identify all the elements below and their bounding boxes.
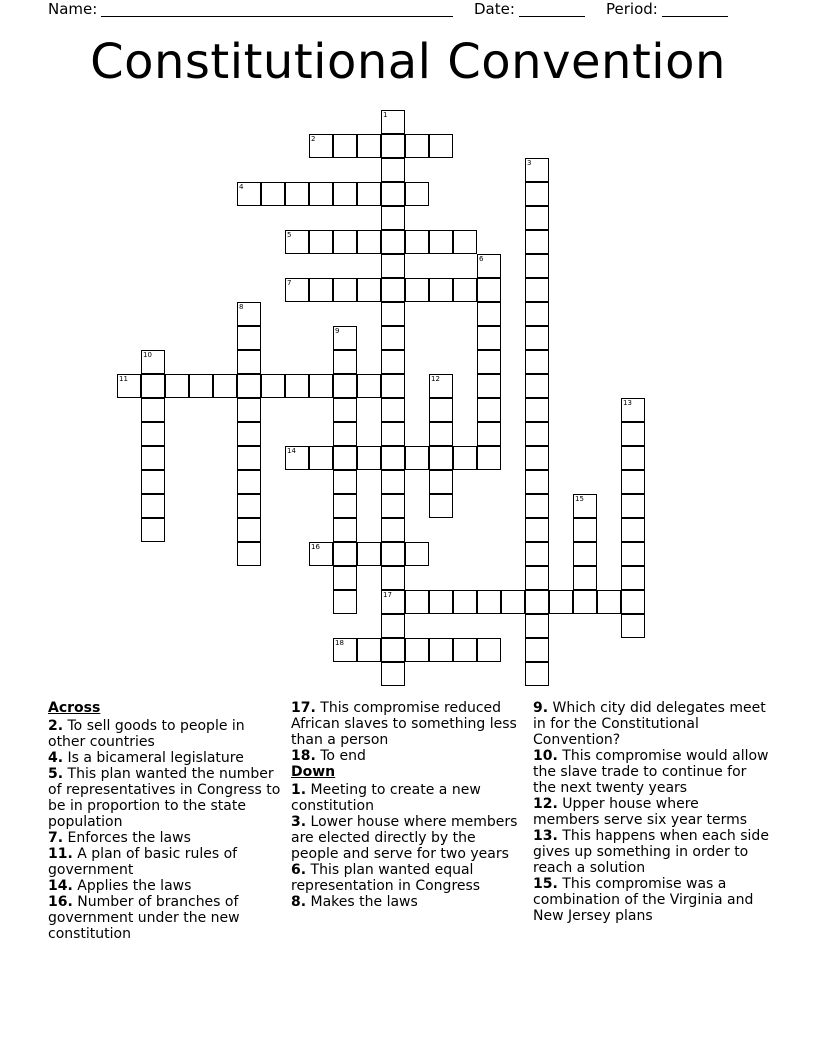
across-clue: [48, 718, 284, 750]
grid-cell[interactable]: [381, 374, 405, 398]
period-label: Period:: [606, 0, 658, 18]
grid-cell[interactable]: [525, 350, 549, 374]
grid-cell[interactable]: [477, 398, 501, 422]
grid-cell[interactable]: [525, 422, 549, 446]
cell-number: 1: [383, 111, 388, 119]
grid-cell[interactable]: [477, 278, 501, 302]
grid-cell[interactable]: [357, 230, 381, 254]
clue-number: 5.: [48, 766, 64, 782]
clue-text: This compromise reduced African slaves to something less than a person: [291, 700, 517, 748]
grid-cell[interactable]: [405, 134, 429, 158]
clue-text: Upper house where members serve six year terms: [533, 796, 748, 828]
grid-cell[interactable]: [117, 374, 141, 398]
grid-cell[interactable]: [477, 422, 501, 446]
grid-cell[interactable]: [621, 422, 645, 446]
grid-cell[interactable]: [381, 326, 405, 350]
grid-cell[interactable]: [429, 230, 453, 254]
cell-number: 14: [287, 447, 296, 455]
grid-cell[interactable]: [333, 422, 357, 446]
grid-cell[interactable]: [525, 542, 549, 566]
clue-text: This plan wanted equal representation in Congress: [291, 862, 481, 894]
grid-cell[interactable]: [525, 398, 549, 422]
clues-column-1: [48, 700, 284, 942]
clue-text: Lower house where members are elected directly by the people and serve for two years: [291, 814, 518, 862]
clue-number: 18.: [291, 748, 316, 764]
clue-text: This plan wanted the number of representatives in Congress to be in proportion to the state population: [48, 766, 281, 830]
grid-cell[interactable]: [525, 302, 549, 326]
clue-number: 15.: [533, 876, 558, 892]
across-clue: [48, 894, 284, 942]
clue-number: 6.: [291, 862, 307, 878]
grid-cell[interactable]: [357, 134, 381, 158]
grid-cell[interactable]: [333, 350, 357, 374]
grid-cell[interactable]: [405, 590, 429, 614]
grid-cell[interactable]: [285, 182, 309, 206]
clue-number: 4.: [48, 750, 64, 766]
grid-cell[interactable]: [621, 446, 645, 470]
cell-number: 13: [623, 399, 632, 407]
grid-cell[interactable]: [381, 494, 405, 518]
grid-cell[interactable]: [333, 470, 357, 494]
grid-cell[interactable]: [237, 398, 261, 422]
grid-cell[interactable]: [285, 374, 309, 398]
grid-cell[interactable]: [621, 470, 645, 494]
grid-cell[interactable]: [237, 422, 261, 446]
grid-cell[interactable]: [261, 182, 285, 206]
grid-cell[interactable]: [333, 398, 357, 422]
grid-cell[interactable]: [549, 590, 573, 614]
grid-cell[interactable]: [381, 230, 405, 254]
grid-cell[interactable]: [381, 206, 405, 230]
grid-cell[interactable]: [237, 494, 261, 518]
clue-number: 2.: [48, 718, 64, 734]
clues-column-3: [533, 700, 769, 924]
grid-cell[interactable]: [381, 254, 405, 278]
grid-cell[interactable]: [429, 494, 453, 518]
grid-cell[interactable]: [405, 278, 429, 302]
clue-number: 14.: [48, 878, 73, 894]
down-clue: [533, 796, 769, 828]
grid-cell[interactable]: [405, 446, 429, 470]
grid-cell[interactable]: [573, 518, 597, 542]
clue-text: Number of branches of government under the new constitution: [48, 894, 240, 942]
grid-cell[interactable]: [141, 494, 165, 518]
grid-cell[interactable]: [621, 590, 645, 614]
grid-cell[interactable]: [525, 206, 549, 230]
grid-cell[interactable]: [333, 134, 357, 158]
across-clue: [291, 700, 527, 748]
grid-cell[interactable]: [333, 518, 357, 542]
across-clue: [48, 830, 284, 846]
grid-cell[interactable]: [237, 374, 261, 398]
grid-cell[interactable]: [429, 470, 453, 494]
grid-cell[interactable]: [237, 518, 261, 542]
grid-cell[interactable]: [381, 470, 405, 494]
grid-cell[interactable]: [525, 638, 549, 662]
name-label: Name:: [48, 0, 98, 18]
grid-cell[interactable]: [357, 278, 381, 302]
grid-cell[interactable]: [525, 566, 549, 590]
cell-number: 6: [479, 255, 484, 263]
grid-cell[interactable]: [333, 374, 357, 398]
cell-number: 3: [527, 159, 532, 167]
grid-cell[interactable]: [429, 278, 453, 302]
cell-number: 18: [335, 639, 344, 647]
grid-cell[interactable]: [525, 326, 549, 350]
grid-cell[interactable]: [525, 470, 549, 494]
clue-text: Makes the laws: [306, 894, 418, 910]
grid-cell[interactable]: [453, 590, 477, 614]
grid-cell[interactable]: [405, 230, 429, 254]
grid-cell[interactable]: [429, 590, 453, 614]
grid-cell[interactable]: [501, 590, 525, 614]
grid-cell[interactable]: [309, 182, 333, 206]
grid-cell[interactable]: [357, 374, 381, 398]
cell-number: 9: [335, 327, 340, 335]
across-heading: Across: [48, 700, 101, 716]
grid-cell[interactable]: [429, 446, 453, 470]
grid-cell[interactable]: [261, 374, 285, 398]
grid-cell[interactable]: [477, 638, 501, 662]
grid-cell[interactable]: [237, 350, 261, 374]
grid-cell[interactable]: [621, 542, 645, 566]
down-clue: [533, 828, 769, 876]
grid-cell[interactable]: [525, 590, 549, 614]
grid-cell[interactable]: [333, 566, 357, 590]
grid-cell[interactable]: [453, 230, 477, 254]
grid-cell[interactable]: [477, 374, 501, 398]
clues-column-2: [291, 700, 527, 910]
grid-cell[interactable]: [381, 302, 405, 326]
cell-number: 7: [287, 279, 292, 287]
clue-text: A plan of basic rules of government: [48, 846, 238, 878]
clue-text: Is a bicameral legislature: [63, 750, 244, 766]
grid-cell[interactable]: [597, 590, 621, 614]
clue-number: 13.: [533, 828, 558, 844]
grid-cell[interactable]: [285, 230, 309, 254]
grid-cell[interactable]: [309, 446, 333, 470]
clue-text: This happens when each side gives up something in order to reach a solution: [533, 828, 769, 876]
grid-cell[interactable]: [573, 542, 597, 566]
clue-text: Meeting to create a new constitution: [291, 782, 481, 814]
grid-cell[interactable]: [381, 110, 405, 134]
clue-text: This compromise was a combination of the Virginia and New Jersey plans: [533, 876, 754, 924]
grid-cell[interactable]: [573, 566, 597, 590]
grid-cell[interactable]: [309, 134, 333, 158]
down-clue: [533, 700, 769, 748]
grid-cell[interactable]: [525, 518, 549, 542]
clue-text: This compromise would allow the slave trade to continue for the next twenty years: [533, 748, 769, 796]
clue-number: 16.: [48, 894, 73, 910]
grid-cell[interactable]: [381, 614, 405, 638]
grid-cell[interactable]: [477, 350, 501, 374]
grid-cell[interactable]: [621, 614, 645, 638]
grid-cell[interactable]: [453, 638, 477, 662]
clue-number: 12.: [533, 796, 558, 812]
grid-cell[interactable]: [333, 278, 357, 302]
cell-number: 16: [311, 543, 320, 551]
clue-number: 17.: [291, 700, 316, 716]
grid-cell[interactable]: [525, 158, 549, 182]
grid-cell[interactable]: [381, 518, 405, 542]
grid-cell[interactable]: [381, 350, 405, 374]
clue-number: 8.: [291, 894, 307, 910]
grid-cell[interactable]: [381, 278, 405, 302]
clue-text: To sell goods to people in other countries: [48, 718, 245, 750]
clue-number: 1.: [291, 782, 307, 798]
cell-number: 15: [575, 495, 584, 503]
grid-cell[interactable]: [333, 542, 357, 566]
grid-cell[interactable]: [525, 662, 549, 686]
grid-cell[interactable]: [381, 638, 405, 662]
across-clue: [291, 748, 527, 764]
grid-cell[interactable]: [381, 566, 405, 590]
clue-text: Enforces the laws: [63, 830, 191, 846]
cell-number: 4: [239, 183, 244, 191]
clue-text: Which city did delegates meet in for the Constitutional Convention?: [533, 700, 766, 748]
grid-cell[interactable]: [285, 446, 309, 470]
down-heading: Down: [291, 764, 336, 780]
grid-cell[interactable]: [477, 302, 501, 326]
across-clue: [48, 846, 284, 878]
grid-cell[interactable]: [141, 374, 165, 398]
grid-cell[interactable]: [381, 182, 405, 206]
grid-cell[interactable]: [309, 278, 333, 302]
grid-cell[interactable]: [189, 374, 213, 398]
grid-cell[interactable]: [165, 374, 189, 398]
grid-cell[interactable]: [237, 446, 261, 470]
grid-cell[interactable]: [141, 446, 165, 470]
clue-number: 11.: [48, 846, 73, 862]
grid-cell[interactable]: [429, 134, 453, 158]
grid-cell[interactable]: [237, 302, 261, 326]
grid-cell[interactable]: [309, 374, 333, 398]
grid-cell[interactable]: [333, 230, 357, 254]
grid-cell[interactable]: [333, 326, 357, 350]
cell-number: 12: [431, 375, 440, 383]
down-clue: [291, 814, 527, 862]
grid-cell[interactable]: [357, 638, 381, 662]
grid-cell[interactable]: [477, 590, 501, 614]
across-clue: [48, 878, 284, 894]
grid-cell[interactable]: [573, 494, 597, 518]
grid-cell[interactable]: [621, 518, 645, 542]
grid-cell[interactable]: [525, 494, 549, 518]
clue-number: 3.: [291, 814, 307, 830]
grid-cell[interactable]: [525, 446, 549, 470]
grid-cell[interactable]: [237, 182, 261, 206]
cell-number: 11: [119, 375, 128, 383]
grid-cell[interactable]: [333, 182, 357, 206]
grid-cell[interactable]: [381, 398, 405, 422]
page-title: Constitutional Convention: [90, 34, 726, 90]
across-clue: [48, 750, 284, 766]
down-clue: [291, 782, 527, 814]
grid-cell[interactable]: [333, 638, 357, 662]
grid-cell[interactable]: [405, 638, 429, 662]
grid-cell[interactable]: [525, 614, 549, 638]
clue-text: Applies the laws: [72, 878, 192, 894]
grid-cell[interactable]: [477, 446, 501, 470]
cell-number: 5: [287, 231, 292, 239]
down-clue: [291, 862, 527, 894]
down-clue: [533, 876, 769, 924]
grid-cell[interactable]: [309, 230, 333, 254]
grid-cell[interactable]: [381, 446, 405, 470]
cell-number: 17: [383, 591, 392, 599]
grid-cell[interactable]: [621, 494, 645, 518]
down-clue: [533, 748, 769, 796]
grid-cell[interactable]: [477, 254, 501, 278]
grid-cell[interactable]: [405, 542, 429, 566]
grid-cell[interactable]: [453, 446, 477, 470]
grid-cell[interactable]: [621, 566, 645, 590]
grid-cell[interactable]: [429, 398, 453, 422]
cell-number: 8: [239, 303, 244, 311]
grid-cell[interactable]: [525, 230, 549, 254]
grid-cell[interactable]: [141, 518, 165, 542]
grid-cell[interactable]: [333, 590, 357, 614]
grid-cell[interactable]: [405, 182, 429, 206]
grid-cell[interactable]: [237, 470, 261, 494]
down-clue: [291, 894, 527, 910]
grid-cell[interactable]: [141, 350, 165, 374]
grid-cell[interactable]: [381, 590, 405, 614]
grid-cell[interactable]: [237, 326, 261, 350]
grid-cell[interactable]: [141, 398, 165, 422]
grid-cell[interactable]: [429, 638, 453, 662]
grid-cell[interactable]: [429, 422, 453, 446]
grid-cell[interactable]: [357, 542, 381, 566]
grid-cell[interactable]: [525, 278, 549, 302]
clue-number: 10.: [533, 748, 558, 764]
grid-cell[interactable]: [357, 182, 381, 206]
cell-number: 2: [311, 135, 316, 143]
grid-cell[interactable]: [357, 446, 381, 470]
grid-cell[interactable]: [381, 542, 405, 566]
grid-cell[interactable]: [381, 422, 405, 446]
grid-cell[interactable]: [621, 398, 645, 422]
grid-cell[interactable]: [333, 446, 357, 470]
grid-cell[interactable]: [453, 278, 477, 302]
grid-cell[interactable]: [381, 662, 405, 686]
grid-cell[interactable]: [141, 422, 165, 446]
grid-cell[interactable]: [573, 590, 597, 614]
grid-cell[interactable]: [309, 542, 333, 566]
date-label: Date:: [474, 0, 515, 18]
grid-cell[interactable]: [141, 470, 165, 494]
clue-text: To end: [315, 748, 366, 764]
grid-cell[interactable]: [381, 134, 405, 158]
grid-cell[interactable]: [333, 494, 357, 518]
across-clue: [48, 766, 284, 830]
grid-cell[interactable]: [237, 542, 261, 566]
grid-cell[interactable]: [525, 374, 549, 398]
cell-number: 10: [143, 351, 152, 359]
grid-cell[interactable]: [381, 158, 405, 182]
grid-cell[interactable]: [213, 374, 237, 398]
grid-cell[interactable]: [429, 374, 453, 398]
clue-number: 9.: [533, 700, 549, 716]
clue-number: 7.: [48, 830, 64, 846]
grid-cell[interactable]: [285, 278, 309, 302]
grid-cell[interactable]: [525, 182, 549, 206]
grid-cell[interactable]: [477, 326, 501, 350]
grid-cell[interactable]: [525, 254, 549, 278]
